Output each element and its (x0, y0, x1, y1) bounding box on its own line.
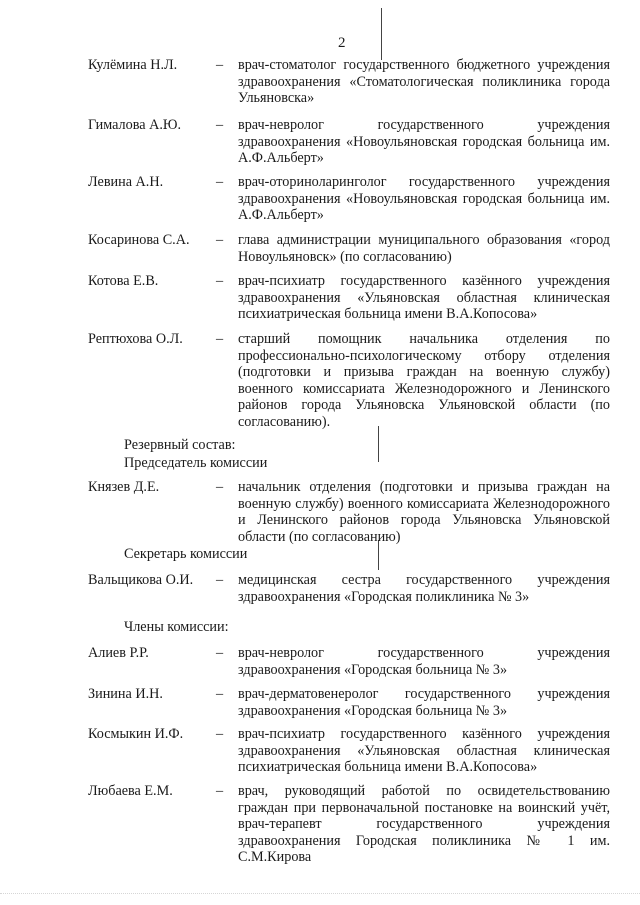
dash: – (216, 479, 224, 495)
dash: – (216, 174, 224, 190)
scan-line-top (381, 8, 382, 60)
member-name: Левина А.Н. (88, 174, 164, 190)
dash: – (216, 686, 224, 702)
dash: – (216, 232, 224, 248)
member-position: врач-психиатр государственного казённого учреждения здравоохранения «Ульяновская областная клиническая психиатрическая больница имени В.А.Копосова» (238, 726, 610, 775)
member-position: врач-дерматовенеролог государственного учреждения здравоохранения «Городская больница № 3» (238, 686, 610, 719)
member-position: врач, руководящий работой по освидетельствованию граждан при первоначальной постановке на воинский учёт, врач-терапевт государственного учреждения здравоохранения Городская поликлиника № 1 им. С.М.Кирова (238, 783, 610, 865)
dash: – (216, 117, 224, 133)
member-name: Космыкин И.Ф. (88, 726, 184, 742)
member-name: Алиев Р.Р. (88, 645, 149, 661)
member-name: Котова Е.В. (88, 273, 159, 289)
scan-line-mid (378, 426, 379, 462)
member-name: Гималова А.Ю. (88, 117, 182, 133)
secretary-heading: Секретарь комиссии (124, 546, 248, 562)
dash: – (216, 331, 224, 347)
member-position: врач-психиатр государственного казённого учреждения здравоохранения «Ульяновская областная клиническая психиатрическая больница имени В.А.Копосова» (238, 273, 610, 322)
member-name: Косаринова С.А. (88, 232, 190, 248)
dash: – (216, 572, 224, 588)
member-name: Рептюхова О.Л. (88, 331, 183, 347)
member-position: начальник отделения (подготовки и призыва граждан на военную службу) военного комиссариата Железнодорожного и Ленинского районов города Ульяновска Ульяновской области (по согласованию) (238, 479, 610, 545)
member-name: Любаева Е.М. (88, 783, 173, 799)
member-position: медицинская сестра государственного учреждения здравоохранения «Городская поликлиника № 3» (238, 572, 610, 605)
dash: – (216, 726, 224, 742)
chair-heading: Председатель комиссии (124, 455, 268, 471)
member-name: Зинина И.Н. (88, 686, 163, 702)
dash: – (216, 273, 224, 289)
page-number: 2 (338, 35, 346, 51)
member-position: врач-стоматолог государственного бюджетного учреждения здравоохранения «Стоматологическая поликлиника города Ульяновска» (238, 57, 610, 106)
member-name: Князев Д.Е. (88, 479, 160, 495)
member-position: врач-оториноларинголог государственного учреждения здравоохранения «Новоульяновская городская больница им. А.Ф.Альберт» (238, 174, 610, 223)
dash: – (216, 57, 224, 73)
dash: – (216, 783, 224, 799)
members-heading: Члены комиссии: (124, 619, 229, 635)
member-position: глава администрации муниципального образования «город Новоульяновск» (по согласованию) (238, 232, 610, 265)
member-name: Вальщикова О.И. (88, 572, 194, 588)
member-position: врач-невролог государственного учреждения здравоохранения «Городская больница № 3» (238, 645, 610, 678)
scan-artifact (0, 893, 640, 900)
reserve-heading: Резервный состав: (124, 437, 236, 453)
dash: – (216, 645, 224, 661)
member-position: старший помощник начальника отделения по профессионально-психологическому отбору отделения (подготовки и призыва граждан на военную службу) военного комиссариата Железнодорожного и Ленинского районов города Ульяновска Ульяновской области (по согласованию). (238, 331, 610, 430)
member-position: врач-невролог государственного учреждения здравоохранения «Новоульяновская городская больница им. А.Ф.Альберт» (238, 117, 610, 166)
member-name: Кулёмина Н.Л. (88, 57, 178, 73)
